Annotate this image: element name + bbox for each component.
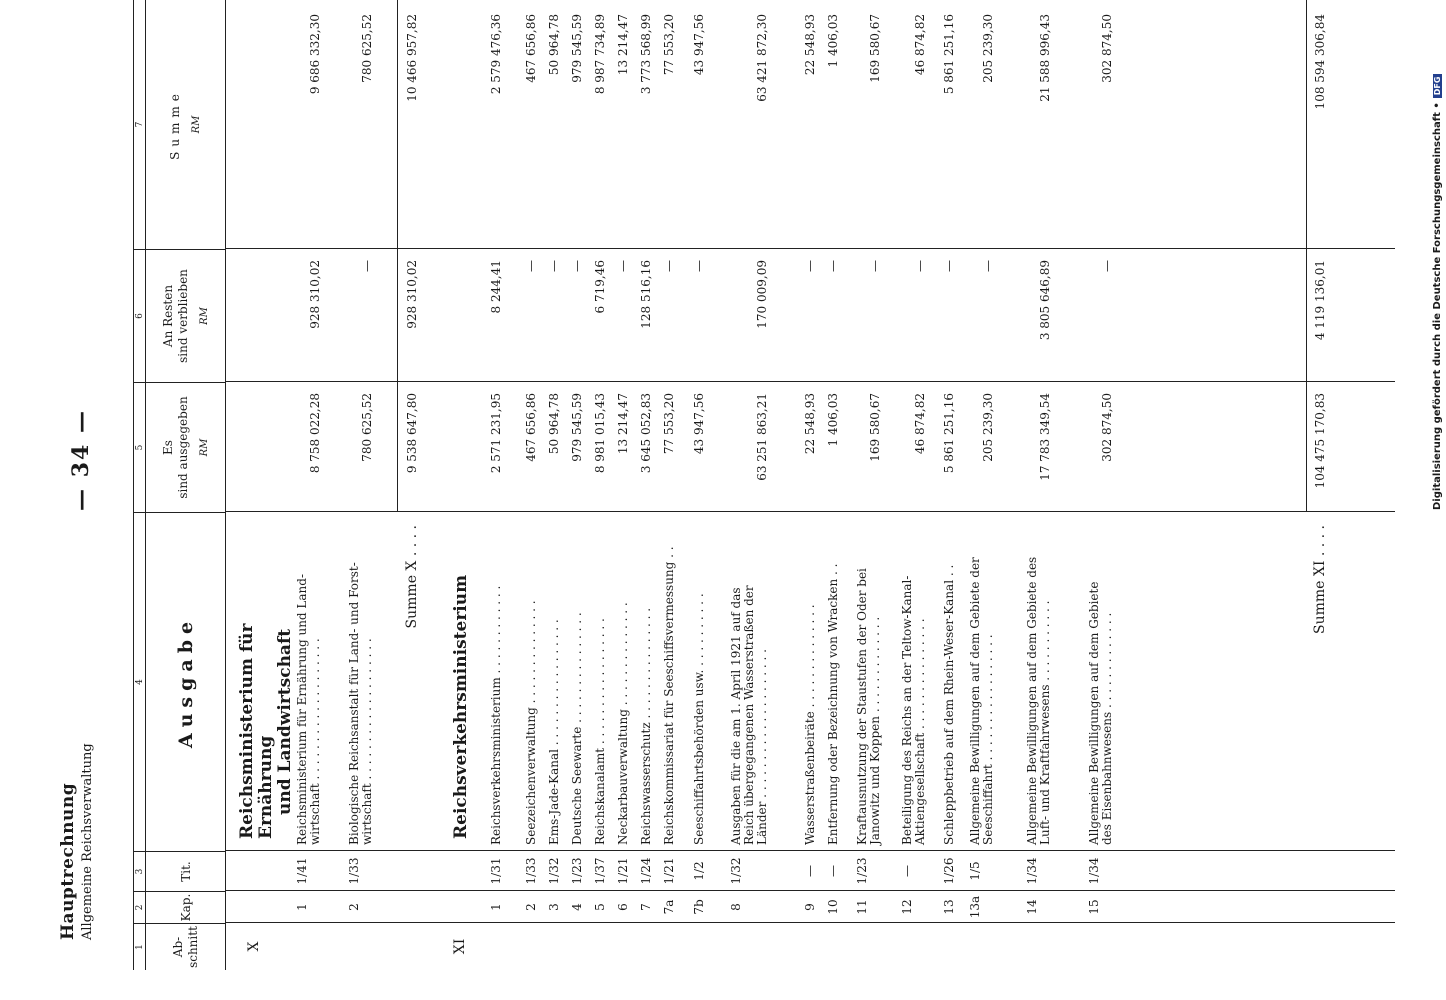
page-title: Hauptrechnung	[58, 782, 78, 940]
dfg-credit-inner	[1428, 30, 1446, 510]
row-summe: 5 861 251,16	[942, 14, 956, 95]
column-number: 4	[134, 512, 147, 851]
row-description-line: Luft- und Kraftfahrwesens . . . . . . . . . . .	[1038, 600, 1052, 845]
row-tit: 1/23	[570, 857, 584, 885]
row-reste: 8 244,41	[489, 260, 503, 314]
column-number: 1	[134, 923, 147, 970]
header-abschnitt	[146, 923, 226, 970]
row-summe: 205 239,30	[981, 14, 995, 83]
section-heading: Reichsverkehrsministerium	[451, 574, 471, 839]
row-kap: 4	[570, 903, 584, 911]
row-description-line: Reichskanalamt . . . . . . . . . . . . . . . . .	[593, 618, 607, 845]
row-reste: —	[570, 260, 584, 272]
header-ausgegeben	[146, 382, 226, 512]
row-description	[693, 517, 706, 845]
row-kap: 9	[803, 903, 817, 911]
row-summe: 21 588 996,43	[1038, 14, 1052, 102]
row-summe: 1 406,03	[826, 14, 840, 68]
section-sum-ausgegeben: 104 475 170,83	[1313, 393, 1327, 489]
row-tit: 1/32	[729, 857, 743, 885]
row-kap: 14	[1025, 899, 1039, 915]
row-summe: 979 545,59	[570, 14, 584, 83]
row-ausgegeben: 46 874,82	[913, 393, 927, 455]
row-tit: 1/23	[855, 857, 869, 885]
row-description-line: Ausgaben für die am 1. April 1921 auf das	[729, 587, 743, 845]
header-tit-label: Tit.	[178, 861, 193, 882]
row-reste: —	[360, 260, 374, 272]
section-sum-ausgegeben: 9 538 647,80	[405, 393, 419, 474]
row-description	[943, 517, 956, 845]
column-number: 3	[134, 851, 147, 891]
section-sum-reste: 928 310,02	[405, 260, 419, 329]
row-ausgegeben: 5 861 251,16	[942, 393, 956, 474]
page-number: — 34 —	[68, 409, 94, 511]
sum-rule	[397, 0, 398, 512]
header-unit: RM	[191, 115, 202, 134]
row-kap: 6	[616, 903, 630, 911]
row-ausgegeben: 3 645 052,83	[639, 393, 653, 474]
row-reste: —	[913, 260, 927, 272]
row-kap: 12	[900, 899, 914, 915]
row-description	[901, 517, 927, 845]
row-reste: 3 805 646,89	[1038, 260, 1052, 341]
row-description-line: Kraftausnutzung der Staustufen der Oder bei	[855, 568, 869, 845]
row-ausgegeben: 780 625,52	[360, 393, 374, 462]
row-summe: 13 214,47	[616, 14, 630, 76]
row-description	[296, 517, 322, 845]
row-description	[525, 517, 538, 845]
header-reste	[146, 249, 226, 382]
row-tit: 1/24	[639, 857, 653, 885]
row-description	[663, 517, 676, 845]
row-ausgegeben: 8 981 015,43	[593, 393, 607, 474]
row-ausgegeben: 1 406,03	[826, 393, 840, 447]
row-reste: —	[981, 260, 995, 272]
row-description	[348, 517, 374, 845]
row-description	[827, 517, 840, 845]
header-kap-label: Kap.	[178, 893, 193, 922]
row-description-line: Reichskommissariat für Seeschiffsvermessung . .	[662, 546, 676, 845]
row-summe: 8 987 734,89	[593, 14, 607, 95]
section-heading-line: Reichsministerium für Ernährung	[237, 623, 276, 839]
row-ausgegeben: 22 548,93	[803, 393, 817, 455]
row-tit: 1/37	[593, 857, 607, 885]
row-reste: 928 310,02	[308, 260, 322, 329]
row-reste: —	[826, 260, 840, 272]
header-summe	[146, 0, 226, 249]
row-description	[617, 517, 630, 845]
row-reste: —	[692, 260, 706, 272]
page-header-left	[58, 743, 95, 940]
page-header	[40, 0, 125, 970]
row-description-line: Länder . . . . . . . . . . . . . . . . . . . .	[755, 649, 769, 845]
row-kap: 7	[639, 903, 653, 911]
row-reste: 128 516,16	[639, 260, 653, 329]
row-summe: 3 773 568,99	[639, 14, 653, 95]
row-kap: 10	[826, 899, 840, 915]
header-tit	[146, 851, 226, 891]
row-tit: 1/33	[347, 857, 361, 885]
row-ausgegeben: 77 553,20	[662, 393, 676, 455]
section-number: XI	[452, 938, 468, 955]
dfg-credit	[1410, 30, 1443, 510]
row-description-line: Allgemeine Bewilligungen auf dem Gebiete	[1087, 581, 1101, 845]
row-description	[730, 517, 769, 845]
row-ausgegeben: 979 545,59	[570, 393, 584, 462]
header-kap	[146, 891, 226, 923]
row-kap: 2	[524, 903, 538, 911]
row-description-line: Neckarbauverwaltung . . . . . . . . . . . . . .	[616, 602, 630, 845]
row-description-line: Seezeichenverwaltung . . . . . . . . . . . . . .	[524, 600, 538, 845]
row-description-line: Aktiengesellschaft . . . . . . . . . . . . . . .	[913, 618, 927, 845]
header-summe-label: Summe	[168, 89, 182, 160]
row-summe: 77 553,20	[662, 14, 676, 76]
row-description	[856, 517, 882, 845]
row-summe: 22 548,93	[803, 14, 817, 76]
row-tit: —	[826, 865, 840, 877]
row-description-line: Allgemeine Bewilligungen auf dem Gebiete des	[1025, 556, 1039, 845]
row-kap: 13a	[968, 895, 982, 919]
row-ausgegeben: 43 947,56	[692, 393, 706, 455]
rotated-sheet	[40, 0, 1395, 970]
row-kap: 7a	[662, 899, 676, 915]
row-description-line: Seeschiffahrt . . . . . . . . . . . . . . . . .	[981, 634, 995, 845]
row-description	[969, 517, 995, 845]
row-description-line: Allgemeine Bewilligungen auf dem Gebiete der	[968, 557, 982, 845]
table-header	[146, 0, 226, 970]
row-description	[548, 517, 561, 845]
column-number-row	[133, 0, 146, 970]
row-kap: 1	[295, 903, 309, 911]
row-summe: 169 580,67	[868, 14, 882, 83]
column-number: 6	[134, 249, 147, 382]
row-summe: 2 579 476,36	[489, 14, 503, 95]
row-kap: 2	[347, 903, 361, 911]
section-number: X	[246, 941, 262, 952]
column-number: 7	[135, 121, 145, 128]
row-reste: —	[803, 260, 817, 272]
row-reste: —	[547, 260, 561, 272]
dfg-logo: DFG	[1433, 74, 1442, 99]
row-summe: 50 964,78	[547, 14, 561, 76]
column-number: 2	[134, 891, 147, 923]
row-tit: 1/31	[489, 857, 503, 885]
row-kap: 13	[942, 899, 956, 915]
row-tit: 1/5	[968, 861, 982, 881]
section-sum-reste: 4 119 136,01	[1313, 260, 1327, 341]
row-description-line: wirtschaft . . . . . . . . . . . . . . . . . . .	[360, 638, 374, 845]
row-ausgegeben: 302 874,50	[1100, 393, 1114, 462]
row-tit: 1/41	[295, 857, 309, 885]
row-tit: 1/32	[547, 857, 561, 885]
page-subtitle: Allgemeine Reichsverwaltung	[80, 743, 95, 940]
row-description	[571, 517, 584, 845]
row-kap: 1	[489, 903, 503, 911]
section-sum-row	[406, 0, 426, 970]
row-description	[640, 517, 653, 845]
row-kap: 8	[729, 903, 743, 911]
row-tit: 1/34	[1025, 857, 1039, 885]
row-kap: 7b	[692, 899, 706, 915]
section-sum-label: Summe X . . . .	[404, 525, 420, 629]
row-ausgegeben: 13 214,47	[616, 393, 630, 455]
row-tit: 1/26	[942, 857, 956, 885]
row-description-line: des Eisenbahnwesens . . . . . . . . . . . . .	[1100, 612, 1114, 845]
row-tit: 1/33	[524, 857, 538, 885]
header-ausgegeben-line: sind ausgegeben	[175, 396, 190, 499]
row-kap: 3	[547, 903, 561, 911]
row-description	[804, 517, 817, 845]
row-description-line: Deutsche Seewarte . . . . . . . . . . . . . . .	[570, 612, 584, 845]
header-ausgabe-label: Ausgabe	[174, 615, 197, 749]
row-description-line: Seeschiffahrtsbehörden usw. . . . . . . . . . .	[692, 593, 706, 845]
row-reste: —	[1100, 260, 1114, 272]
row-summe: 302 874,50	[1100, 14, 1114, 83]
row-tit: 1/21	[616, 857, 630, 885]
row-description-line: Reichswasserschutz . . . . . . . . . . . . . . .	[639, 607, 653, 845]
dfg-credit-text: Digitalisierung gefördert durch die Deutsche Forschungsgemeinschaft •	[1431, 102, 1443, 510]
row-kap: 11	[855, 899, 869, 915]
row-ausgegeben: 50 964,78	[547, 393, 561, 455]
row-reste: 170 009,09	[755, 260, 769, 329]
row-description-line: Wasserstraßenbeiräte . . . . . . . . . . . . . .	[803, 604, 817, 845]
row-reste: —	[616, 260, 630, 272]
row-summe: 46 874,82	[913, 14, 927, 76]
row-ausgegeben: 205 239,30	[981, 393, 995, 462]
header-unit: RM	[198, 307, 210, 325]
row-description	[1026, 517, 1052, 845]
header-ausgegeben-line: Es	[160, 440, 175, 455]
row-tit: —	[900, 865, 914, 877]
row-summe: 63 421 872,30	[755, 14, 769, 102]
header-abschnitt-line: Ab-	[171, 936, 185, 958]
header-unit: RM	[198, 438, 210, 457]
header-ausgabe	[146, 512, 226, 851]
row-ausgegeben: 17 783 349,54	[1038, 393, 1052, 481]
row-reste: —	[942, 260, 956, 272]
row-tit: —	[803, 865, 817, 877]
row-summe: 9 686 332,30	[308, 14, 322, 95]
row-description-line: Schleppbetrieb auf dem Rhein-Weser-Kanal . .	[942, 564, 956, 845]
row-description-line: Entfernung oder Bezeichnung von Wracken . .	[826, 563, 840, 845]
sum-rule	[1306, 0, 1307, 512]
row-ausgegeben: 2 571 231,95	[489, 393, 503, 474]
row-description-line: Reichsministerium für Ernährung und Land-	[295, 573, 309, 845]
row-description-line: Ems-Jade-Kanal . . . . . . . . . . . . . . . . .	[547, 619, 561, 845]
section-sum-row	[1314, 0, 1334, 970]
row-kap: 15	[1087, 899, 1101, 915]
header-reste-line: sind verblieben	[175, 269, 190, 363]
column-number: 5	[134, 382, 147, 512]
table-body	[226, 0, 1395, 970]
row-description-line: wirtschaft . . . . . . . . . . . . . . . . . . .	[308, 638, 322, 845]
section-heading-row	[452, 0, 478, 970]
section-heading-row	[237, 0, 295, 970]
row-tit: 1/2	[692, 861, 706, 881]
row-description-line: Biologische Reichsanstalt für Land- und Forst-	[347, 562, 361, 845]
row-reste: —	[868, 260, 882, 272]
section-heading	[238, 517, 295, 845]
row-ausgegeben: 8 758 022,28	[308, 393, 322, 474]
section-heading-line: und Landwirtschaft	[275, 628, 295, 815]
header-abschnitt-line: schnitt	[186, 926, 200, 968]
row-description-line: Janowitz und Koppen . . . . . . . . . . . . .	[868, 616, 882, 845]
row-reste: 6 719,46	[593, 260, 607, 314]
row-tit: 1/21	[662, 857, 676, 885]
row-description	[1088, 517, 1114, 845]
row-description-line: Reichsverkehrsministerium . . . . . . . . . . . .	[489, 585, 503, 845]
row-description-line: Beteiligung des Reichs an der Teltow-Kanal-	[900, 575, 914, 845]
row-ausgegeben: 169 580,67	[868, 393, 882, 462]
row-summe: 780 625,52	[360, 14, 374, 83]
row-description	[594, 517, 607, 845]
section-sum-summe: 108 594 306,84	[1313, 14, 1327, 110]
header-reste-line: An Resten	[160, 284, 175, 348]
row-description-line: Reich übergegangenen Wasserstraßen der	[742, 585, 756, 845]
row-ausgegeben: 63 251 863,21	[755, 393, 769, 481]
row-reste: —	[662, 260, 676, 272]
row-ausgegeben: 467 656,86	[524, 393, 538, 462]
row-tit: 1/34	[1087, 857, 1101, 885]
row-reste: —	[524, 260, 538, 272]
section-sum-summe: 10 466 957,82	[405, 14, 419, 102]
row-kap: 5	[593, 903, 607, 911]
row-description	[490, 517, 503, 845]
row-summe: 43 947,56	[692, 14, 706, 76]
section-sum-label: Summe XI . . . .	[1312, 525, 1328, 634]
row-summe: 467 656,86	[524, 14, 538, 83]
